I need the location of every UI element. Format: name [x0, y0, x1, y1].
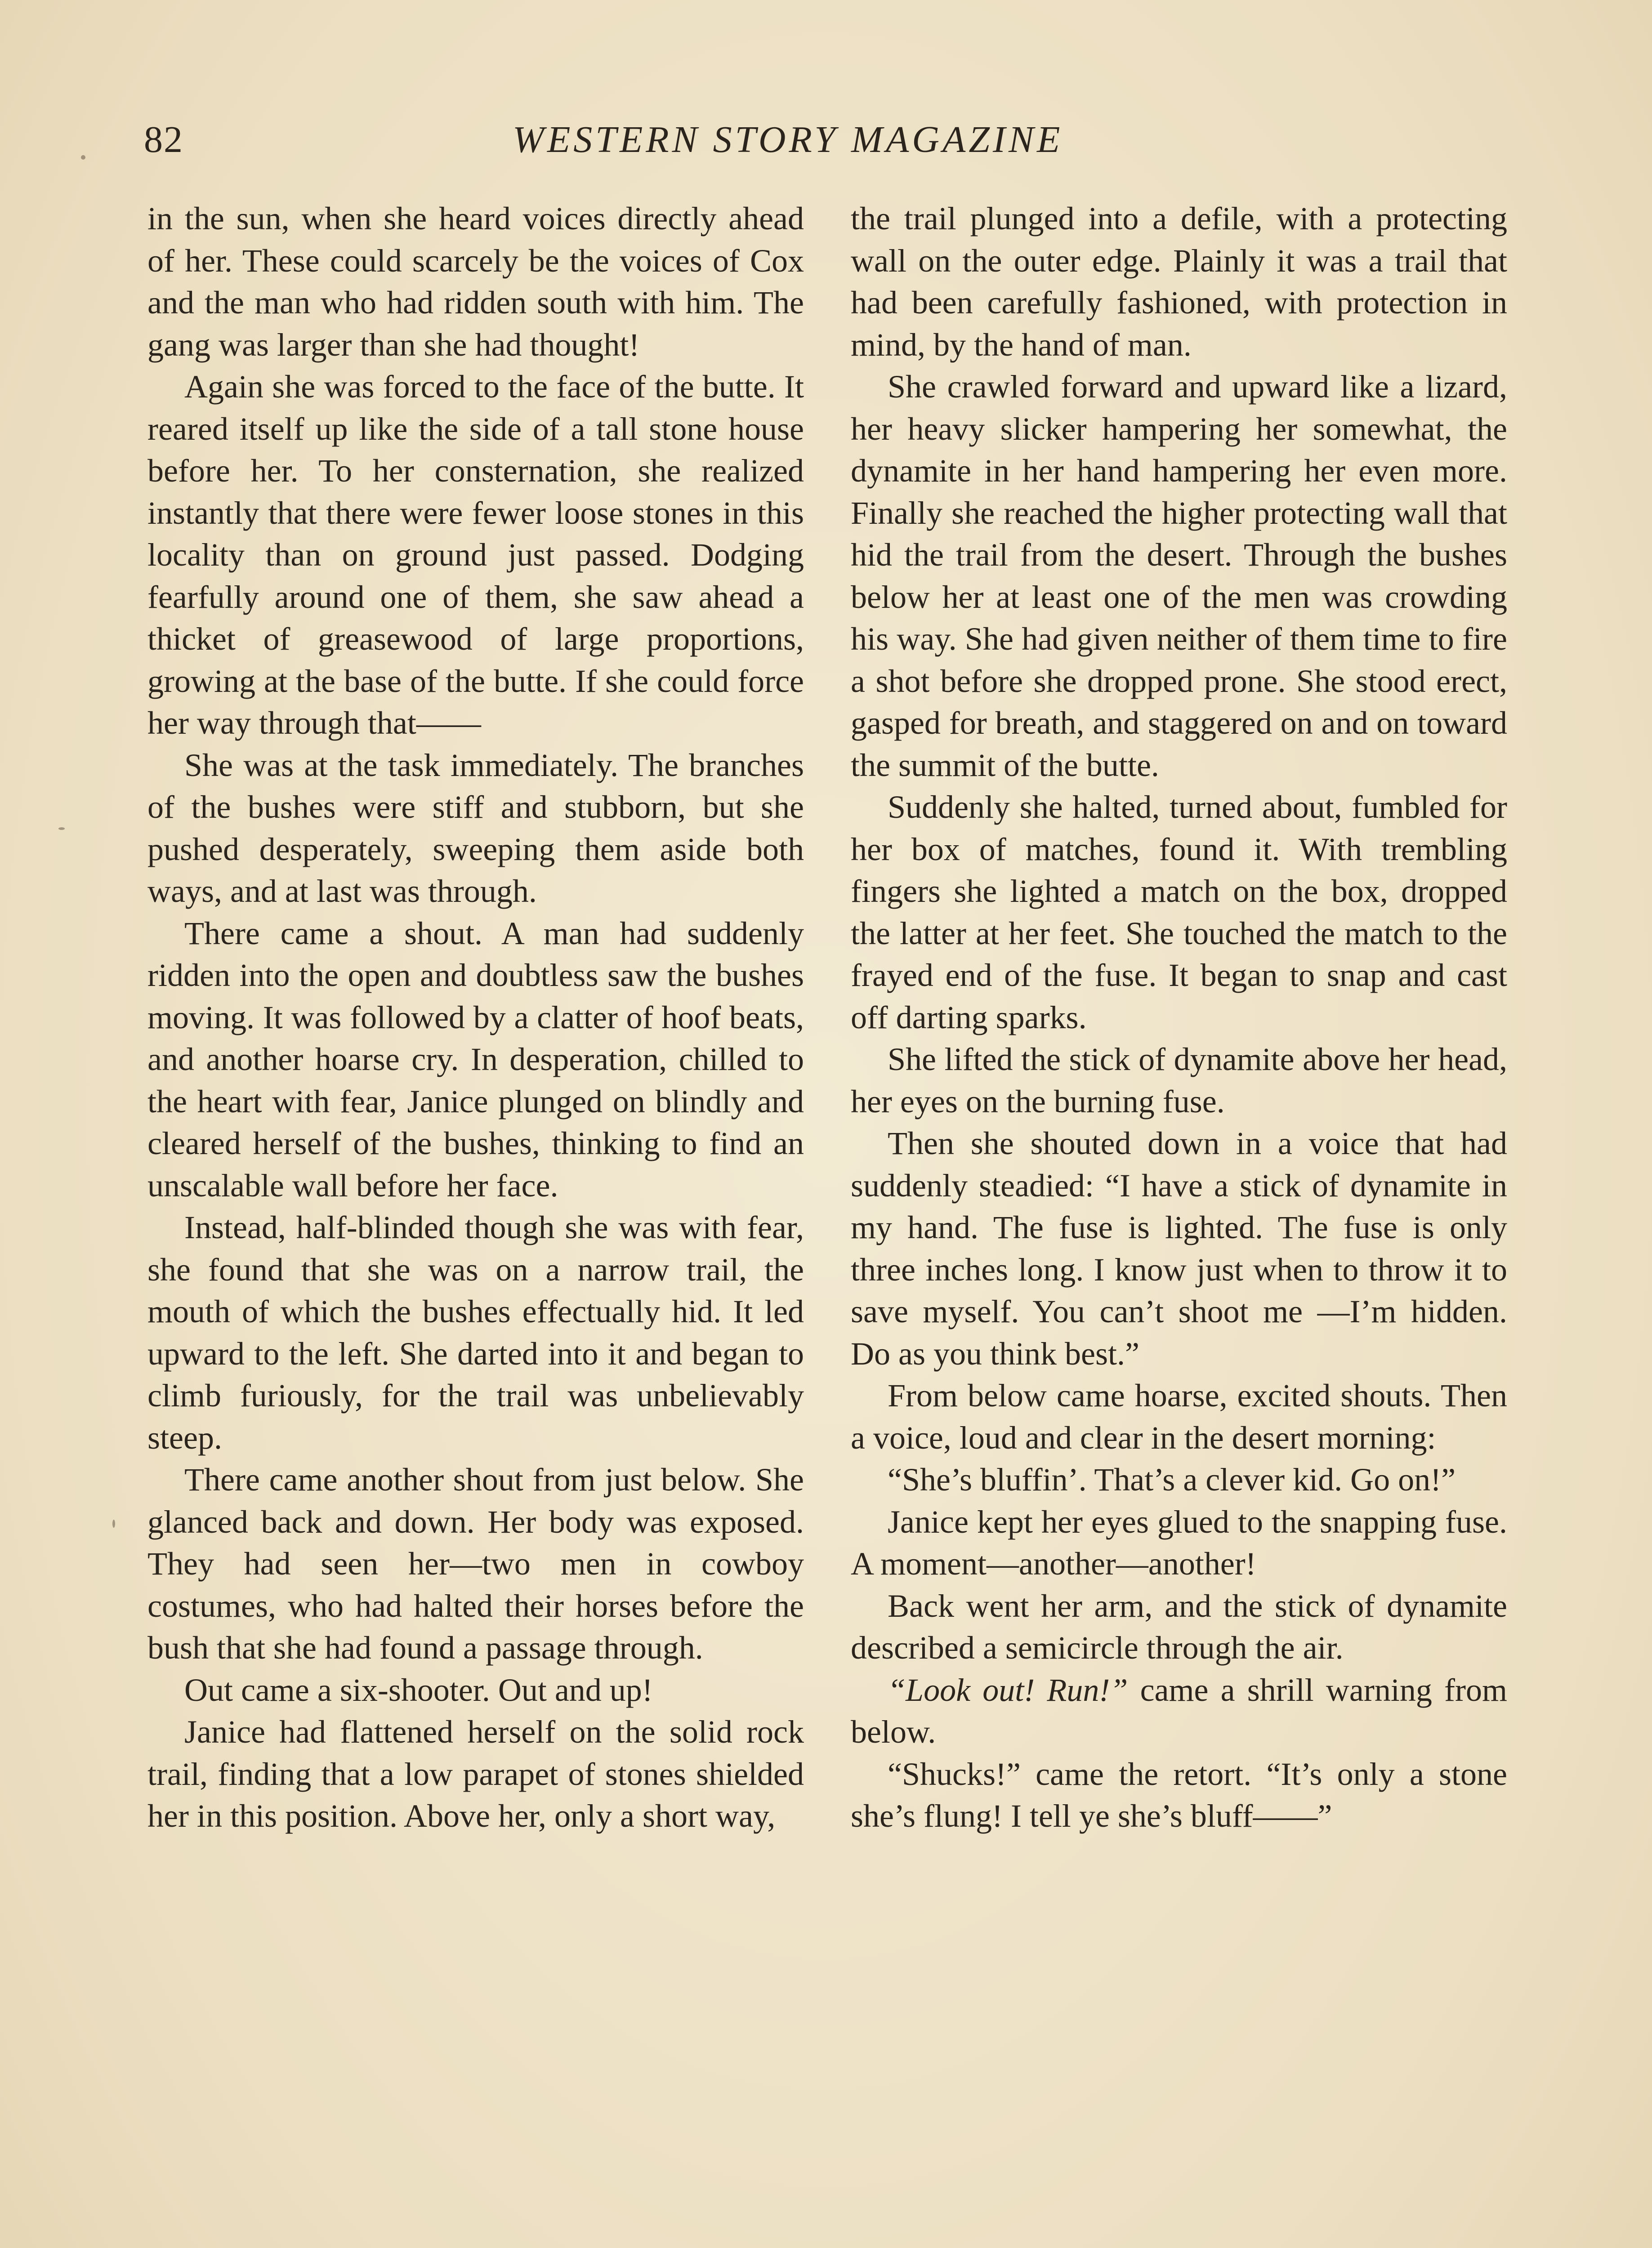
paragraph: the trail plunged into a defile, with a protecting wall on the outer edge. Plainly it was a trail that had been carefully fashioned, with protection in mind, by the hand of man.: [851, 201, 1507, 363]
paragraph: There came a shout. A man had suddenly ridden into the open and doubtless saw the bushes moving. It was followed by a clatter of hoof beats, and another hoarse cry. In desperation, chilled to the heart with fear, Janice plunged on blindly and cleared herself of the bushes, thinking to find an unscalable wall before her face.: [147, 915, 804, 1204]
paragraph-warning: [851, 1669, 1507, 1753]
page-header: [144, 118, 1322, 172]
paragraph: “Shucks!” came the retort. “It’s only a stone she’s flung! I tell ye she’s bluff——”: [851, 1756, 1507, 1834]
paragraph: Janice had flattened herself on the solid rock trail, finding that a low parapet of stones shielded her in this position. Above her, only a short way,: [147, 1714, 804, 1834]
paragraph: She was at the task immediately. The branches of the bushes were stiff and stubborn, but she pushed desperately, sweeping them aside both ways, and at last was through.: [147, 747, 804, 909]
paragraph: Janice kept her eyes glued to the snapping fuse. A moment—another—another!: [851, 1503, 1507, 1582]
paragraph: From below came hoarse, excited shouts. Then a voice, loud and clear in the desert morning:: [851, 1378, 1507, 1456]
warning-shout: “Look out! Run!”: [888, 1672, 1128, 1708]
paragraph: Out came a six-shooter. Out and up!: [184, 1672, 653, 1708]
left-column: [147, 198, 804, 1838]
paragraph: Suddenly she halted, turned about, fumbled for her box of matches, found it. With trembling fingers she lighted a match on the box, dropped the latter at her feet. She touched the match to the frayed end of the fuse. It began to snap and cast off darting sparks.: [851, 789, 1507, 1035]
print-speck: [58, 827, 65, 830]
warning-rest: came a shrill warning from below.: [851, 1672, 1508, 1750]
paragraph: “She’s bluffin’. That’s a clever kid. Go on!”: [888, 1462, 1456, 1498]
page-number: 82: [144, 119, 183, 161]
paragraph: Back went her arm, and the stick of dynamite described a semicircle through the air.: [851, 1588, 1507, 1666]
paragraph: There came another shout from just below. She glanced back and down. Her body was exposed. They had seen her—two men in cowboy costumes, who had halted their horses before the bush that she had found a passage through.: [147, 1462, 804, 1666]
print-speck: [112, 1520, 115, 1528]
paragraph: Again she was forced to the face of the butte. It reared itself up like the side of a tall stone house before her. To her consternation, she realized instantly that there were fewer loose stones in this locality than on ground just passed. Dodging fearfully around one of them, she saw ahead a thicket of greasewood of large proportions, growing at the base of the butte. If she could force her way through that——: [147, 369, 804, 741]
paragraph: She crawled forward and upward like a lizard, her heavy slicker hampering her somewhat, the dynamite in her hand hampering her even more. Finally she reached the higher protecting wall that hid the trail from the desert. Through the bushes below her at least one of the men was crowding his way. She had given neither of them time to fire a shot before she dropped prone. She stood erect, gasped for breath, and staggered on and on toward the summit of the butte.: [851, 369, 1507, 783]
running-title: WESTERN STORY MAGAZINE: [513, 119, 1063, 161]
right-column: [851, 198, 1507, 1838]
paragraph: Then she shouted down in a voice that had suddenly steadied: “I have a stick of dynamite in my hand. The fuse is lighted. The fuse is only three inches long. I know just when to throw it to save myself. You can’t shoot me —I’m hidden. Do as you think best.”: [851, 1125, 1507, 1372]
paragraph: She lifted the stick of dynamite above her head, her eyes on the burning fuse.: [851, 1041, 1507, 1120]
print-speck: [81, 155, 85, 160]
paragraph: in the sun, when she heard voices directly ahead of her. These could scarcely be the voices of Cox and the man who had ridden south with him. The gang was larger than she had thought!: [147, 201, 804, 363]
paragraph: Instead, half-blinded though she was with fear, she found that she was on a narrow trail, the mouth of which the bushes effectually hid. It led upward to the left. She darted into it and began to climb furiously, for the trail was unbelievably steep.: [147, 1209, 804, 1456]
